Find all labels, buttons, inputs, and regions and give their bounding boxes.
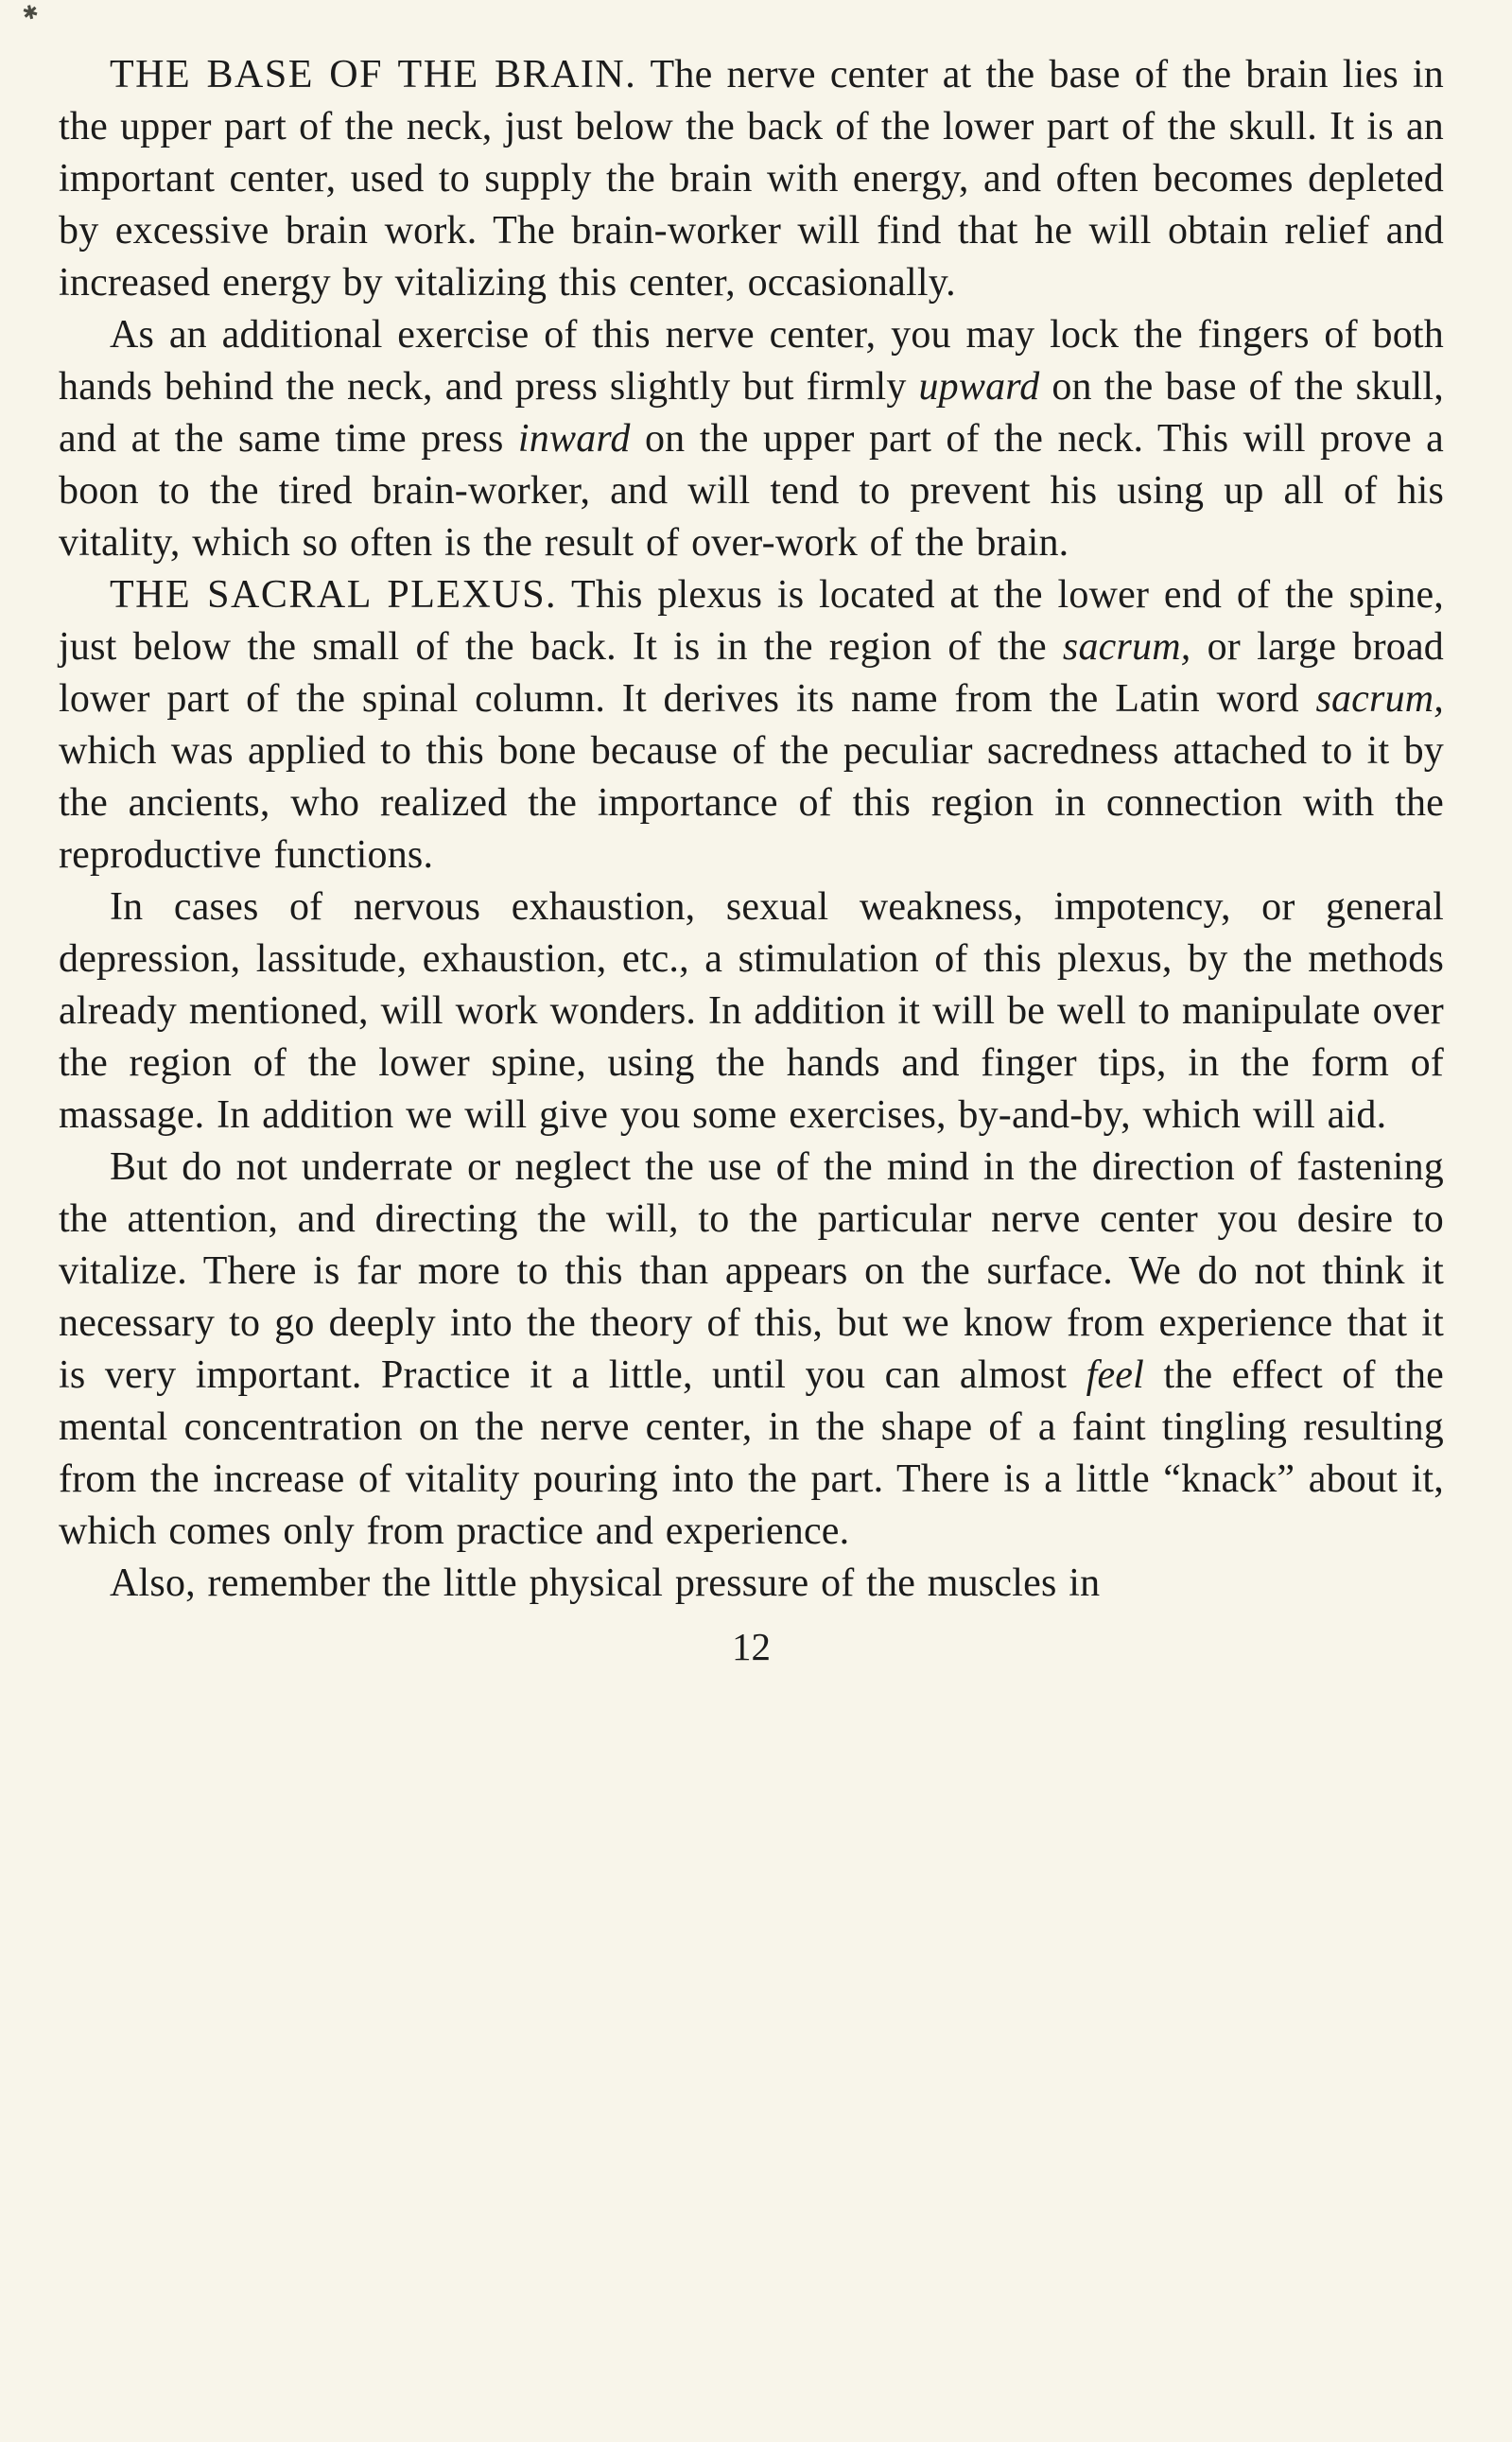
section-heading-base-of-the-brain: THE BASE OF THE BRAIN. xyxy=(110,53,637,96)
paragraph-text: This plexus is located at the lower end of the spine, just below the small of the back. It is in the region of the xyxy=(59,573,1444,669)
paragraph-text: In cases of nervous exhaustion, sexual weakness, impotency, or general depression, lassitude, exhaustion, etc., a stimulation of this plexus, by the methods already mentioned, will work wonders. In addition it will be well to manipulate over the region of the lower spine, using the hands and finger tips, in the form of massage. In addition we will give you some exercises, by-and-by, which will aid. xyxy=(59,885,1444,1137)
italic-word-inward: inward xyxy=(517,417,631,461)
paragraph-text: As an additional exercise of this nerve center, you may lock the fingers of both hands behind the neck, and press slightly but firmly xyxy=(59,313,1444,409)
paragraph-sacral-plexus xyxy=(59,569,1444,881)
section-heading-sacral-plexus: THE SACRAL PLEXUS. xyxy=(110,573,558,617)
paragraph-text: or large broad lower part of the spinal column. It derives its name from the Latin word xyxy=(59,625,1444,721)
paragraph-text: on the upper part of the neck. This will prove a boon to the tired brain-worker, and will tend to prevent his using up all of his vitality, which so often is the result of over-work of the brain. xyxy=(59,417,1444,565)
text-block xyxy=(59,49,1444,1610)
ink-mark: ✱ xyxy=(20,1,41,26)
paragraph-also-remember xyxy=(59,1558,1444,1610)
paragraph-text: But do not underrate or neglect the use of the mind in the direction of fastening the attention, and directing the will, to the particular nerve center you desire to vitalize. There is far more to this than appears on the surface. We do not think it necessary to go deeply into the theory of this, but we know from experience that it is very important. Practice it a little, until you can almost xyxy=(59,1145,1444,1397)
paragraph-nervous-exhaustion xyxy=(59,881,1444,1142)
paragraph-text: the effect of the mental concentration on the nerve center, in the shape of a faint tingling resulting from the increase of vitality pouring into the part. There is a little “knack” about it, which comes only from practice and experience. xyxy=(59,1353,1445,1553)
italic-word-sacrum: sacrum, xyxy=(1315,677,1444,721)
paragraph-base-of-the-brain xyxy=(59,49,1444,309)
paragraph-text: Also, remember the little physical pressure of the muscles in xyxy=(110,1561,1101,1605)
paragraph-text: which was applied to this bone because of the peculiar sacredness attached to it by the ancients, who realized the importance of this region in connection with the reproductive functions. xyxy=(59,729,1444,877)
paragraph-text: The nerve center at the base of the brain lies in the upper part of the neck, just below the back of the lower part of the skull. It is an important center, used to supply the brain with energy, and often becomes depleted by excessive brain work. The brain-worker will find that he will obtain relief and increased energy by vitalizing this center, occasionally. xyxy=(59,53,1445,305)
paragraph-additional-exercise xyxy=(59,309,1444,569)
paragraph-use-of-the-mind xyxy=(59,1142,1444,1558)
italic-word-upward: upward xyxy=(918,365,1040,409)
italic-word-sacrum: sacrum, xyxy=(1062,625,1191,669)
italic-word-feel: feel xyxy=(1086,1353,1144,1397)
page-number: 12 xyxy=(732,1625,771,1668)
paragraph-text: on the base of the skull, and at the same time press xyxy=(59,365,1444,461)
